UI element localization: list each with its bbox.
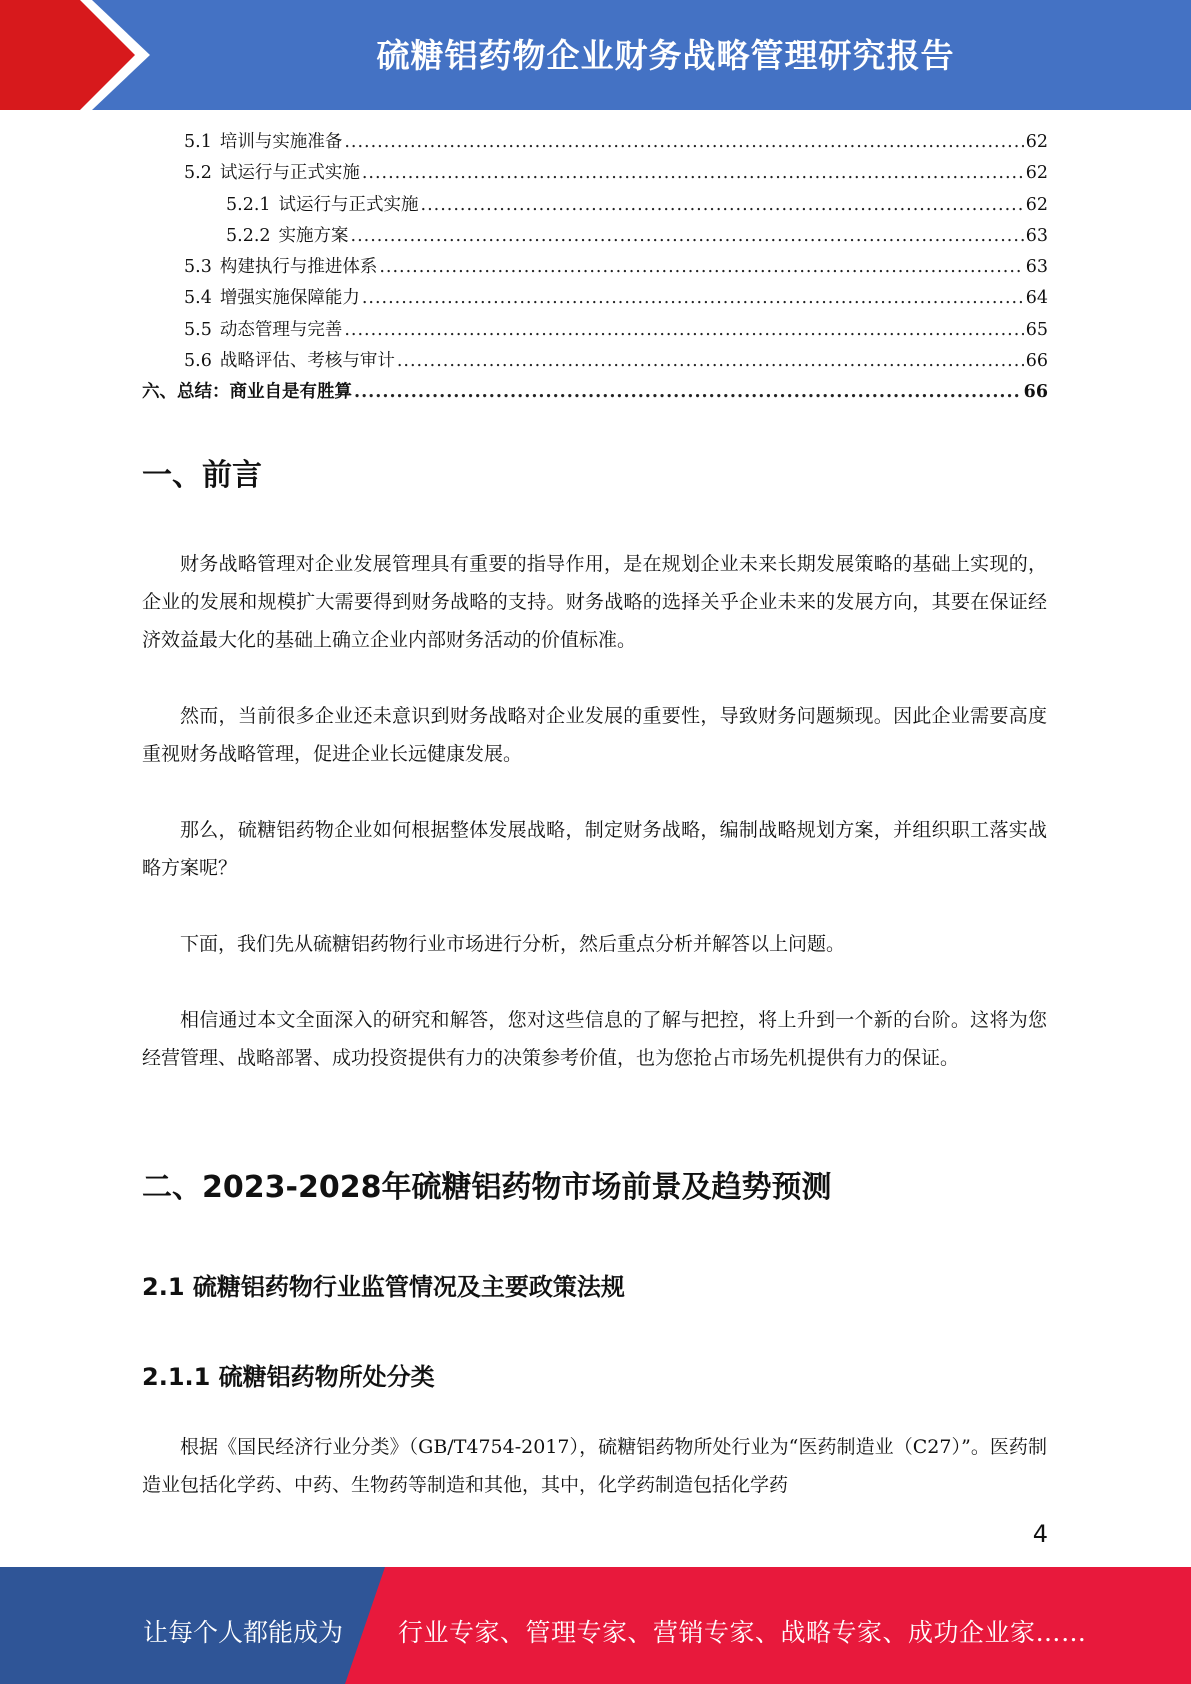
body-paragraph: 然而，当前很多企业还未意识到财务战略对企业发展的重要性，导致财务问题频现。因此企业需要高度重视财务战略管理，促进企业长远健康发展。 [142, 705, 1047, 765]
toc-entry-title: 动态管理与完善 [219, 319, 343, 340]
footer-slogan-right: 行业专家、管理专家、营销专家、战略专家、成功企业家…… [398, 1618, 1087, 1647]
page-number: 4 [1032, 1520, 1048, 1548]
toc-entry-title: 构建执行与推进体系 [219, 257, 378, 278]
report-title: 硫糖铝药物企业财务战略管理研究报告 [376, 36, 955, 75]
toc-entry-number: 5.2.2 [226, 225, 271, 246]
toc-entry-number: 5.4 [184, 288, 212, 309]
toc-dot-leader [379, 257, 1023, 277]
subsection-heading: 2.1 硫糖铝药物行业监管情况及主要政策法规 [142, 1273, 625, 1301]
toc-entry[interactable] [142, 284, 1048, 315]
toc-dot-leader [354, 382, 1022, 402]
body-paragraph: 相信通过本文全面深入的研究和解答，您对这些信息的了解与把控，将上升到一个新的台阶。这将为您经营管理、战略部署、成功投资提供有力的决策参考价值，也为您抢占市场先机提供有力的保证。 [142, 1009, 1047, 1069]
toc-entry-page: 63 [1025, 257, 1048, 278]
toc-entry-title: 战略评估、考核与审计 [219, 351, 395, 372]
toc-dot-leader [362, 163, 1024, 183]
toc-entry-page: 65 [1025, 319, 1048, 340]
toc-entry-page: 63 [1025, 225, 1048, 246]
toc-entry-page: 62 [1025, 194, 1048, 215]
table-of-contents [142, 128, 1048, 410]
toc-dot-leader [351, 226, 1024, 246]
body-paragraph: 下面，我们先从硫糖铝药物行业市场进行分析，然后重点分析并解答以上问题。 [180, 933, 846, 955]
toc-entry-title: 试运行与正式实施 [219, 163, 360, 184]
toc-entry-page: 62 [1025, 163, 1048, 184]
page-header [0, 0, 1191, 110]
toc-entry[interactable] [142, 222, 1048, 253]
toc-dot-leader [362, 288, 1024, 308]
toc-entry-number: 5.5 [184, 319, 212, 340]
body-paragraph: 那么，硫糖铝药物企业如何根据整体发展战略，制定财务战略，编制战略规划方案，并组织职工落实战略方案呢？ [142, 819, 1047, 879]
toc-entry-page: 66 [1025, 351, 1048, 372]
toc-entry-title: 试运行与正式实施 [278, 194, 419, 215]
toc-entry[interactable] [142, 378, 1048, 409]
toc-entry-number: 5.6 [184, 351, 212, 372]
toc-entry[interactable] [142, 347, 1048, 378]
toc-entry[interactable] [142, 191, 1048, 222]
subsubsection-heading: 2.1.1 硫糖铝药物所处分类 [142, 1363, 435, 1391]
toc-entry[interactable] [142, 159, 1048, 190]
toc-entry-number: 5.2 [184, 163, 212, 184]
toc-entry-title: 实施方案 [278, 225, 349, 246]
toc-dot-leader [344, 320, 1023, 340]
section-heading-preface: 一、前言 [142, 458, 262, 493]
toc-entry-page: 62 [1025, 132, 1048, 152]
footer-slogan-left: 让每个人都能成为 [143, 1618, 344, 1647]
section-heading-market-outlook: 二、2023-2028年硫糖铝药物市场前景及趋势预测 [142, 1170, 832, 1205]
toc-entry-title: 六、总结：商业自是有胜算 [142, 382, 352, 403]
page-footer [0, 1567, 1191, 1684]
toc-entry[interactable] [142, 316, 1048, 347]
body-paragraph: 财务战略管理对企业发展管理具有重要的指导作用，是在规划企业未来长期发展策略的基础上实现的，企业的发展和规模扩大需要得到财务战略的支持。财务战略的选择关乎企业未来的发展方向，其要在保证经济效益最大化的基础上确立企业内部财务活动的价值标准。 [142, 553, 1047, 651]
toc-entry[interactable] [142, 128, 1048, 159]
toc-entry-number: 5.2.1 [226, 194, 271, 215]
toc-entry-page: 66 [1023, 382, 1048, 403]
toc-entry-title: 增强实施保障能力 [219, 288, 360, 309]
toc-dot-leader [397, 351, 1024, 371]
toc-entry-number: 5.3 [184, 257, 212, 278]
toc-dot-leader [344, 132, 1023, 152]
toc-entry-title: 培训与实施准备 [219, 132, 343, 152]
toc-entry-number: 5.1 [184, 132, 212, 152]
toc-entry-page: 64 [1025, 288, 1048, 309]
toc-entry[interactable] [142, 253, 1048, 284]
body-paragraph: 根据《国民经济行业分类》（GB/T4754-2017），硫糖铝药物所处行业为“医药制造业（C27）”。医药制造业包括化学药、中药、生物药等制造和其他，其中，化学药制造包括化学药 [142, 1436, 1047, 1496]
toc-dot-leader [421, 195, 1024, 215]
